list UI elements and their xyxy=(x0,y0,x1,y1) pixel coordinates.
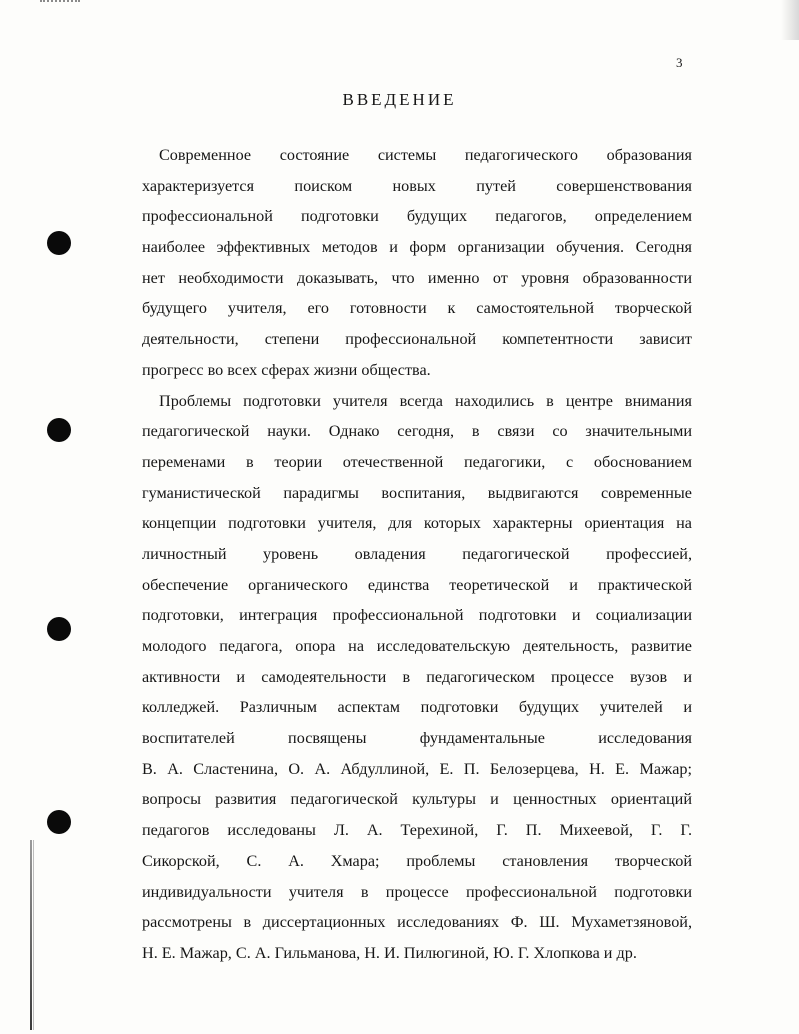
text-line: профессиональной подготовки будущих педагогов, определением xyxy=(142,207,692,226)
scan-edge-line xyxy=(33,840,34,1030)
text-line: вопросы развития педагогической культуры и ценностных ориентаций xyxy=(142,790,692,809)
text-line: гуманистической парадигмы воспитания, выдвигаются современные xyxy=(142,483,692,502)
text-line: воспитателей посвящены фундаментальные исследования xyxy=(142,729,692,748)
text-line: нет необходимости доказывать, что именно от уровня образованности xyxy=(142,268,692,287)
text-line: личностный уровень овладения педагогической профессией, xyxy=(142,544,692,563)
punch-hole xyxy=(47,231,71,255)
punch-hole xyxy=(47,810,71,834)
text-line: Современное состояние системы педагогического образования xyxy=(159,146,692,164)
text-line: В. А. Сластенина, О. А. Абдуллиной, Е. П. Белозерцева, Н. Е. Мажар; xyxy=(142,759,692,778)
paragraph xyxy=(142,140,692,386)
body-text xyxy=(142,140,692,969)
text-line: Н. Е. Мажар, С. А. Гильманова, Н. И. Пилюгиной, Ю. Г. Хлопкова и др. xyxy=(142,943,637,962)
text-line: концепции подготовки учителя, для которых характерны ориентация на xyxy=(142,514,692,533)
text-line: индивидуальности учителя в процессе профессиональной подготовки xyxy=(142,882,692,901)
text-line: характеризуется поиском новых путей совершенствования xyxy=(142,176,692,195)
text-line: Проблемы подготовки учителя всегда находились в центре внимания xyxy=(159,391,692,410)
text-line: активности и самодеятельности в педагогическом процессе вузов и xyxy=(142,667,692,686)
scan-artifact xyxy=(781,0,799,40)
section-title: ВВЕДЕНИЕ xyxy=(342,90,457,109)
text-line: прогресс во всех сферах жизни общества. xyxy=(142,360,431,379)
text-line: подготовки, интеграция профессиональной подготовки и социализации xyxy=(142,606,692,625)
paragraph xyxy=(142,386,692,969)
text-line: педагогической науки. Однако сегодня, в связи со значительными xyxy=(142,422,692,441)
scan-edge-line xyxy=(30,840,32,1030)
text-line: наиболее эффективных методов и форм организации обучения. Сегодня xyxy=(142,238,692,257)
text-line: обеспечение органического единства теоретической и практической xyxy=(142,575,692,594)
text-line: переменами в теории отечественной педагогики, с обоснованием xyxy=(142,452,692,471)
punch-hole xyxy=(47,418,71,442)
punch-hole xyxy=(47,617,71,641)
text-line: педагогов исследованы Л. А. Терехиной, Г. П. Михеевой, Г. Г. xyxy=(142,821,692,840)
text-line: рассмотрены в диссертационных исследованиях Ф. Ш. Мухаметзяновой, xyxy=(142,913,692,932)
scan-artifact xyxy=(40,0,80,12)
page-number: 3 xyxy=(676,55,683,70)
text-line: будущего учителя, его готовности к самостоятельной творческой xyxy=(142,299,692,318)
text-line: деятельности, степени профессиональной компетентности зависит xyxy=(142,330,692,349)
text-line: молодого педагога, опора на исследовательскую деятельность, развитие xyxy=(142,637,692,655)
text-line: колледжей. Различным аспектам подготовки будущих учителей и xyxy=(142,698,692,717)
text-line: Сикорской, С. А. Хмара; проблемы становления творческой xyxy=(142,851,692,870)
